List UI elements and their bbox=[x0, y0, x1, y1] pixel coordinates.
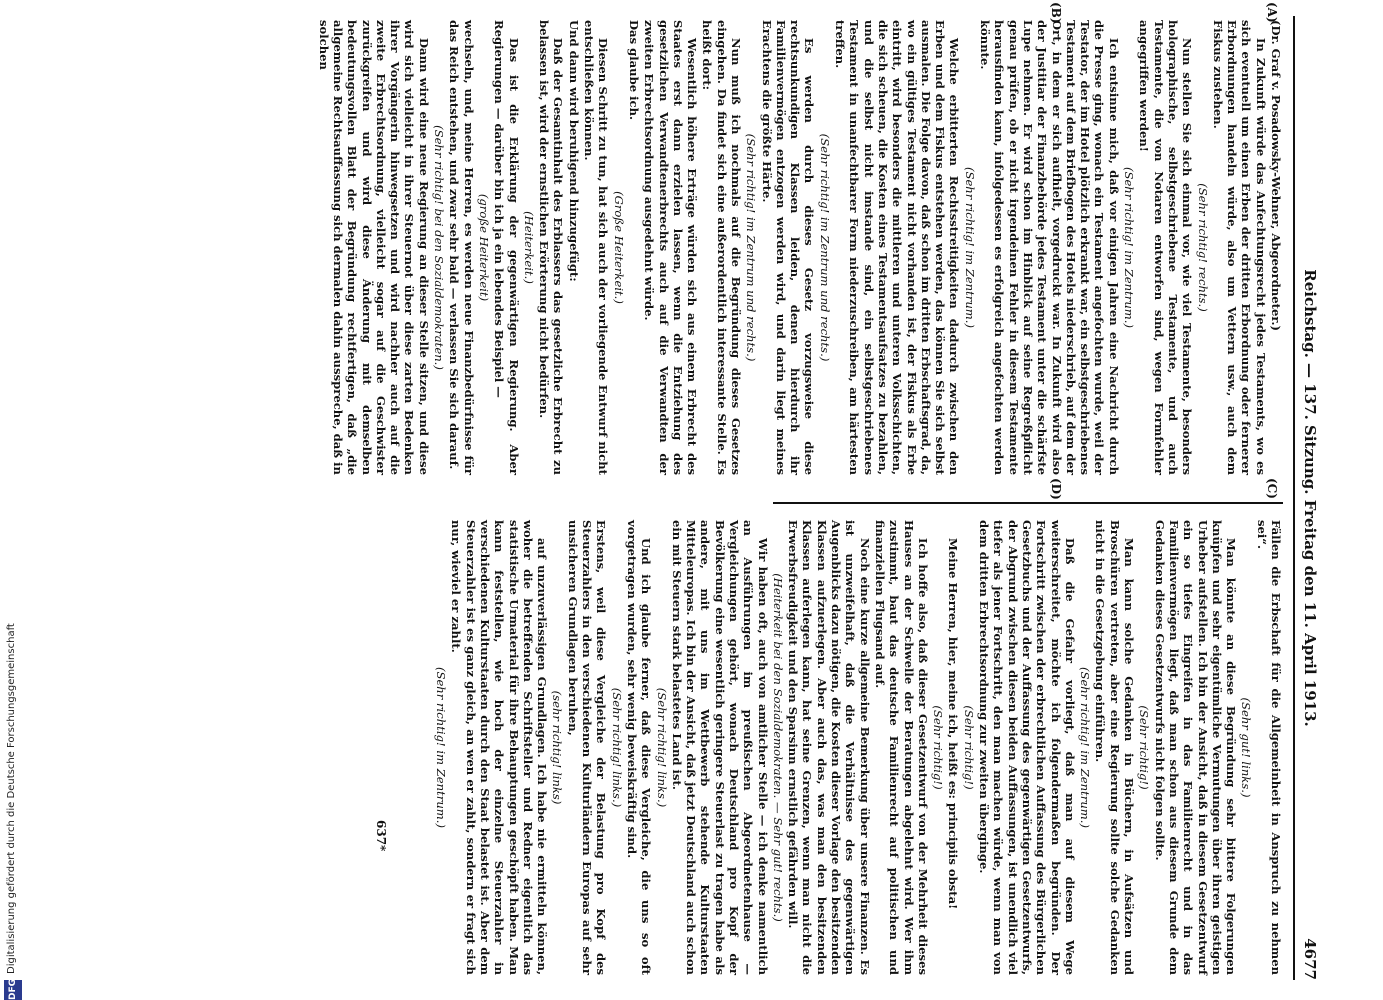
paragraph: (Dr. Graf v. Posadowsky-Wehner, Abgeordneter.) bbox=[1269, 20, 1283, 331]
paragraph: Das ist die Erklärung der gegenwärtigen Regierung. Aber Regierungen — darüber bin ich ja ein lebendes Beispiel — bbox=[492, 20, 521, 475]
paragraph: Dann wird eine neue Regierung an dieser Stelle sitzen, und diese wird sich vielleicht in ihrer Steuernot über diese zarten Bedenken ihrer Vorgängerin hinwegsetzen und wird nachher auch auf die zweite Erbrechtsordnung, vielleicht sogar auf die Geschwister zurückgreifen und wird diese Änderung mit demselben bedeutungsvollen Blatt der Begründung rechtfertigen, daß „die allgemeine Rechtsauffassung sich dermalen dahin ausspreche, daß in solchen bbox=[316, 20, 431, 475]
paragraph: Und dann wird beruhigend hinzugefügt: bbox=[566, 20, 581, 282]
paragraph: Daß die Gefahr vorliegt, daß man auf diesem Wege weiterschreitet, möchte ich folgendermaßen begründen. Der Fortschritt zwischen der erbrechtlichen Auffassung des Bürgerlichen Gesetzbuchs und der Auffassung des gegenwärtigen Gesetzentwurfs, der Abgrund zwischen diesen beiden Auffassungen, ist unendlich viel tiefer als jener Fortschritt, den man machen würde, wenn man von dem dritten Erbrechtsordnung zur zweiten überginge. bbox=[977, 520, 1077, 975]
interjection: (Sehr richtig! im Zentrum.) bbox=[434, 666, 449, 828]
margin-mark-d: (D) bbox=[1049, 478, 1063, 500]
interjection: (Sehr richtig! im Zentrum.) bbox=[1122, 166, 1137, 328]
interjection: (Sehr richtig! rechts.) bbox=[1195, 183, 1210, 312]
paragraph: Es werden durch dieses Gesetz vorzugsweise diese rechtsunkundigen Klassen leiden, denen hierdurch ihr Familienvermögen entzogen werden wird, und darin liegt meines Erachtens die größte Härte. bbox=[759, 20, 817, 475]
paragraph: Noch eine kurze allgemeine Bemerkung über unsere Finanzen. Es ist unzweifelhaft, daß die Verhältnisse des gegenwärtigen Augenblicks dazu nötigen, die Kosten dieser Vorlage den besitzenden Klassen aufzuerlegen. Aber auch das, was man den besitzenden Klassen auferlegen kann, hat seine Grenzen, wenn man nicht die Erwerbsfreudigkeit und den Sparsinn ernstlich gefährden will. bbox=[786, 520, 872, 975]
credit-strip bbox=[0, 0, 22, 1000]
paragraph: Erstens, weil diese Vergleiche der Belastung pro Kopf des Steuerzahlers in den verschiedenen Kulturländern Europas auf sehr unsicheren Grundlagen beruhen, bbox=[565, 520, 609, 975]
interjection: (Heiterkeit bei den Sozialdemokraten. — Sehr gut! rechts.) bbox=[770, 573, 785, 922]
paragraph: Nun stellen Sie sich einmal vor, wie viel Testamente, besonders holographische, selbstgeschriebene Testamente, und auch Testamente, die von Notaren entworfen sind, wegen Formfehler angegriffen werden! bbox=[1137, 20, 1195, 475]
interjection: (Sehr richtig! links.) bbox=[654, 687, 669, 808]
interjection: (Sehr richtig! im Zentrum und rechts.) bbox=[817, 133, 832, 362]
page-number: 4677 bbox=[1301, 938, 1319, 980]
page-footer-number: 637* bbox=[374, 820, 388, 852]
margin-mark-a: (A) bbox=[1265, 2, 1279, 23]
interjection: (Sehr richtig! bei den Sozialdemokraten.) bbox=[432, 125, 447, 370]
paragraph: Wir haben oft, auch von amtlicher Stelle — ich denke namentlich an Ausführungen im preußischen Abgeordnetenhause — Vergleichungen gehört, wonach Deutschland pro Kopf der Bevölkerung eine wesentlich geringere Steuerlast zu tragen habe als andere, mit uns im Wettbewerb stehende Kulturstaaten Mitteleuropas. Ich bin der Ansicht, daß jetzt Deutschland auch schon ein mit Steuern stark belastetes Land ist. bbox=[669, 520, 770, 975]
paragraph: Ich hoffe also, daß dieser Gesetzentwurf von der Mehrheit dieses Hauses an der Schwelle der Beratungen abgelehnt wird. Wer ihm zustimmt, baut das deutsche Familienrecht auf politischen und finanziellen Flugsand auf. bbox=[872, 520, 930, 975]
interjection: (Sehr gut! links.) bbox=[1239, 697, 1254, 798]
interjection: (Sehr richtig!) bbox=[1137, 705, 1152, 790]
paragraph: Meine Herren, hier, meine ich, heißt es: principiis obsta! bbox=[946, 538, 961, 910]
interjection: (sehr richtig! links) bbox=[550, 690, 565, 805]
interjection: (Sehr richtig! im Zentrum und rechts.) bbox=[744, 133, 759, 362]
page-header bbox=[1293, 16, 1323, 980]
left-column bbox=[315, 20, 1283, 475]
paragraph: Man kann solche Gedanken in Büchern, in Aufsätzen und Broschüren vertreten, aber eine Regierung sollte solche Gedanken nicht in die Gesetzgebung einführen. bbox=[1093, 520, 1137, 975]
paragraph: Das glaube ich. bbox=[626, 20, 641, 121]
header-title: Reichstag. — 137. Sitzung. Freitag den 11. April 1913. bbox=[1301, 269, 1319, 727]
paragraph: Nun muß ich nochmals auf die Begründung dieses Gesetzes eingehen. Da findet sich eine außerordentlich interessante Stelle. Es heißt dort: bbox=[700, 20, 744, 475]
digitization-credit: Digitalisierung gefördert durch die Deutsche Forschungsgemeinschaft bbox=[6, 623, 17, 974]
paragraph: auf unzuverlässigen Grundlagen. Ich habe nie ermitteln können, woher die betreffenden Schriftsteller und Redner eigentlich das statistische Urmaterial für ihre Behauptungen geschöpft haben. Man kann feststellen, wie hoch der einzelne Steuerzahler in verschiedenen Kulturstaaten durch den Staat belastet ist. Aber dem Steuerzahler ist es ganz gleich, an wen er zahlt, sondern er fragt sich nur, wieviel er zahlt. bbox=[449, 520, 550, 975]
interjection: (Heiterkeit.) bbox=[521, 211, 536, 284]
margin-mark-b: (B) bbox=[1049, 2, 1063, 24]
paragraph: Welche erbitterten Rechtsstreitigkeiten dadurch zwischen den Erben und dem Fiskus entstehen werden, das können Sie sich selbst ausmalen. Die Folge davon, daß schon im dritten Erbschaftsgrad, da, wo ein gültiges Testament nicht vorhanden ist, der Fiskus als Erbe eintritt, wird besonders die mittleren und unteren Volksschichten, die sich scheuen, die Kosten eines Testamentsaufsatzes zu bezahlen, und die selbst nicht imstande sind, ein selbstgeschriebenes Testament in unanfechtbarer Form niederzuschreiben, am härtesten treffen. bbox=[833, 20, 962, 475]
interjection: (Sehr richtig! im Zentrum.) bbox=[962, 166, 977, 328]
paragraph: Diesen Schritt zu tun, hat sich auch der vorliegende Entwurf nicht entschließen können. bbox=[582, 20, 611, 475]
paragraph: Man könnte an diese Begründung sehr bittere Folgerungen knüpfen und sehr eigentümliche Vermutungen über ihren geistigen Urheber aufstellen. Ich bin der Ansicht, daß in diesem Gesetzentwurf ein so tiefes Eingreifen in das Familienrecht und in das Familienvermögen liegt, daß man schon aus diesem Grunde dem Gedanken dieses Gesetzentwurfs nicht folgen sollte. bbox=[1152, 520, 1239, 975]
paragraph: wechseln, und, meine Herren, es werden neue Finanzbedürfnisse für das Reich entstehen, und zwar sehr bald — verlassen Sie sich darauf. bbox=[447, 20, 476, 475]
interjection: (Sehr richtig!) bbox=[961, 705, 976, 790]
interjection: (Sehr richtig! links.) bbox=[609, 687, 624, 808]
interjection: (große Heiterkeit) bbox=[476, 193, 491, 302]
paragraph: Daß der Gesamtinhalt des Erblassers das gesetzliche Erbrecht zu belassen ist, wird der ernstlichen Erörterung nicht bedürfen. bbox=[537, 20, 566, 475]
paragraph: Wesentlich höhere Erträge würden sich aus einem Erbrecht des Staates erst dann erzielen lassen, wenn die Entziehung des gesetzlichen Verwandtenerbrechts auch auf die Verwandten der zweiten Erbrechtsordnung ausgedehnt würde. bbox=[642, 20, 700, 475]
paragraph: Ich entsinne mich, daß vor einigen Jahren eine Nachricht durch die Presse ging, wonach ein Testament angefochten wurde, weil der Testator, der im Hotel plötzlich erkrankt war, ein selbstgeschriebenes Testament auf dem Briefbogen des Hotels niederschrieb, auf dem der Ort, in dem er sich aufhielt, vorgedruckt war. In Zukunft wird also der Justitiar der Finanzbehörde jedes Testament unter die schärfste Lupe nehmen. Er wird schon im Hinblick auf seine Regreßpflicht genau prüfen, ob er nicht irgendeinen Fehler in diesem Testamente herausfinden kann, infolgedessen es erfolgreich angefochten werden könnte. bbox=[978, 20, 1121, 475]
dfg-logo-icon: DFG bbox=[4, 980, 22, 1000]
paragraph: Fällen die Erbschaft für die Allgemeinheit in Anspruch zu nehmen sei“. bbox=[1254, 520, 1283, 975]
column-divider bbox=[773, 502, 1283, 504]
interjection: (Sehr richtig! im Zentrum.) bbox=[1078, 666, 1093, 828]
interjection: (Große Heiterkeit.) bbox=[611, 191, 626, 304]
interjection: (Sehr richtig!) bbox=[931, 705, 946, 790]
paragraph: In Zukunft würde das Anfechtungsrecht jedes Testaments, wo es sich eventuell um einen Erben der dritten Erbordnung oder fernerer Erbordnungen handeln würde, also um Vettern usw., auch dem Fiskus zustehen. bbox=[1210, 20, 1268, 475]
margin-mark-c: (C) bbox=[1265, 478, 1279, 499]
paragraph: Und ich glaube ferner, daß diese Vergleiche, die uns so oft vorgetragen wurden, sehr wenig beweiskräftig sind. bbox=[624, 520, 654, 975]
right-column bbox=[433, 520, 1283, 975]
